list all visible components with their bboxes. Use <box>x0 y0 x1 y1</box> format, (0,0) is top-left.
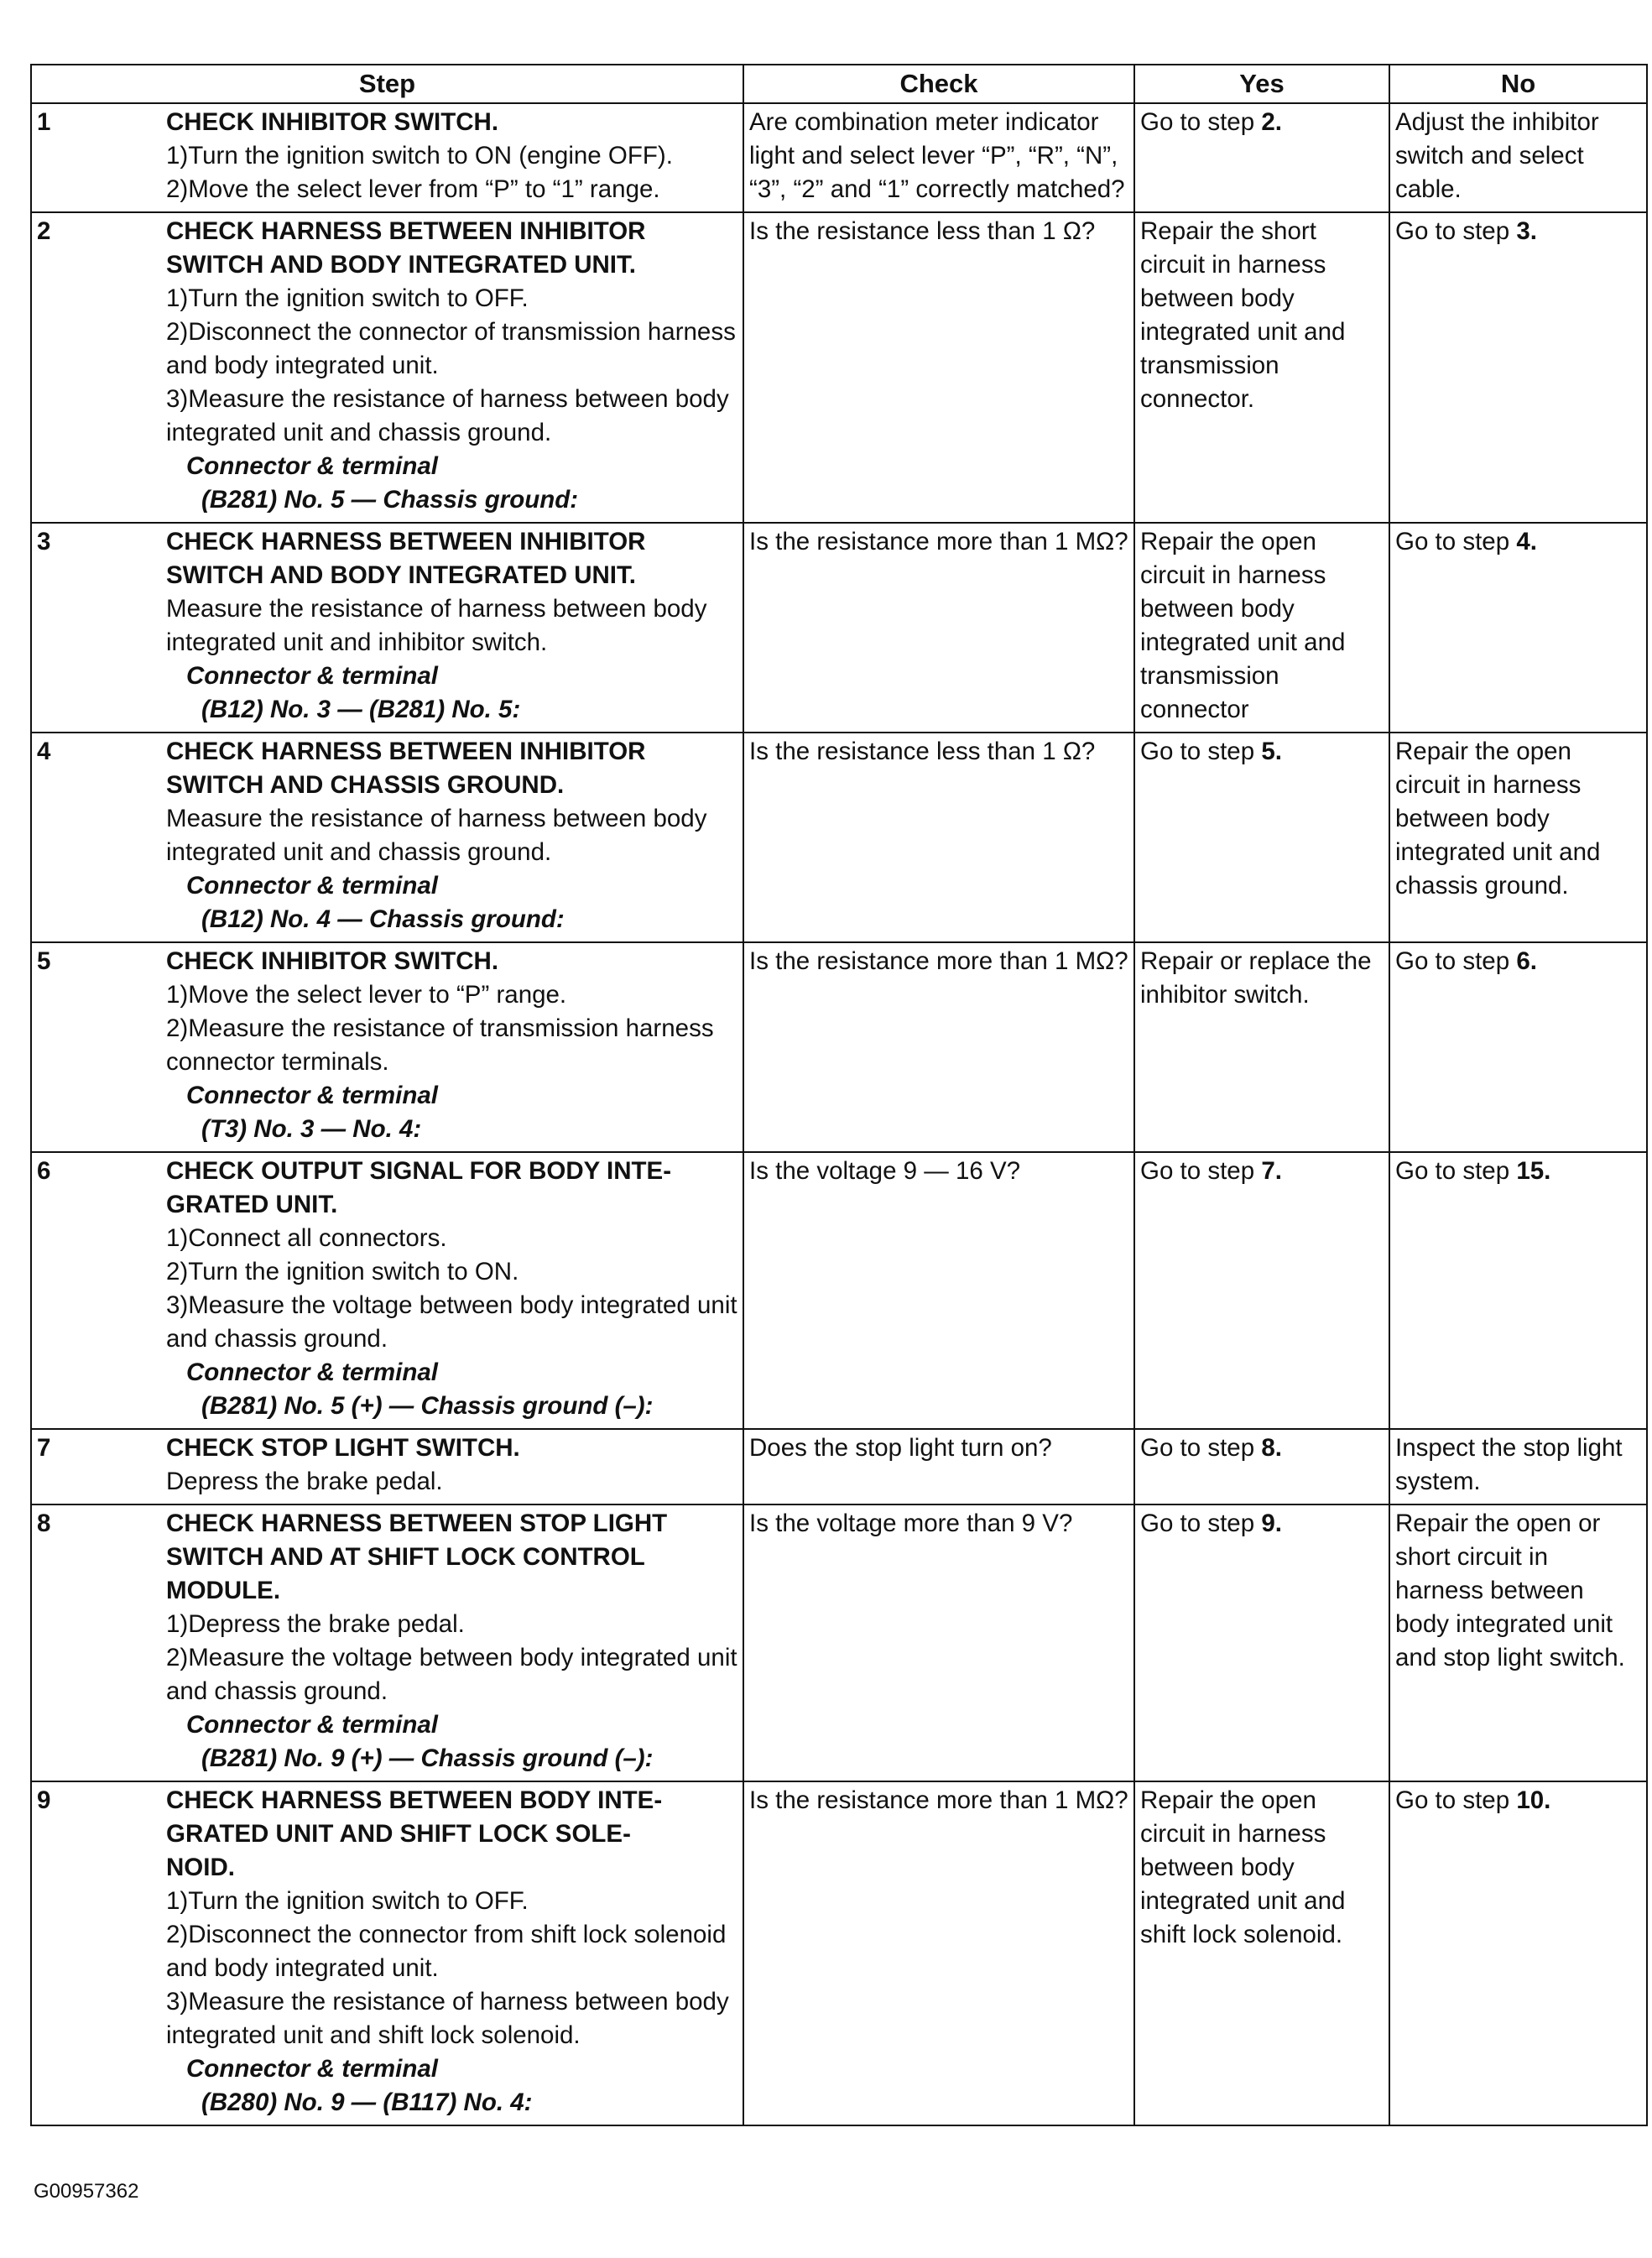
diagnostic-table <box>30 64 1648 2126</box>
no-cell-step-ref: 4. <box>1516 528 1537 555</box>
table-body <box>31 103 1647 2125</box>
connector-label: Connector & terminal <box>186 1711 438 1739</box>
step-title: GRATED UNIT AND SHIFT LOCK SOLE- <box>166 1820 631 1848</box>
no-cell <box>1389 212 1647 523</box>
figure-id: G00957362 <box>34 2180 139 2203</box>
yes-cell <box>1134 212 1389 523</box>
step-cell <box>31 733 743 942</box>
table-row <box>31 523 1647 733</box>
step-instruction: 3)Measure the resistance of harness between body integrated unit and chassis ground. <box>166 385 729 446</box>
yes-cell <box>1134 942 1389 1152</box>
step-number: 9 <box>37 1786 51 1814</box>
table-row <box>31 1152 1647 1429</box>
step-title: SWITCH AND BODY INTEGRATED UNIT. <box>166 561 636 589</box>
step-cell <box>31 1781 743 2125</box>
step-instruction: 2)Turn the ignition switch to ON. <box>166 1258 519 1285</box>
no-cell-text: Adjust the inhibitor switch and select cable. <box>1395 108 1599 203</box>
step-instruction: 1)Depress the brake pedal. <box>166 1610 465 1638</box>
check-cell: Is the resistance more than 1 MΩ? <box>743 523 1134 733</box>
no-cell-step-ref: 3. <box>1516 217 1537 245</box>
step-title: CHECK INHIBITOR SWITCH. <box>166 108 499 136</box>
no-cell <box>1389 1152 1647 1429</box>
check-cell: Are combination meter indicator light and select lever “P”, “R”, “N”, “3”, “2” and “1” correctly matched? <box>743 103 1134 212</box>
connector-spec: (B12) No. 3 — (B281) No. 5: <box>201 696 521 723</box>
step-instruction: 1)Move the select lever to “P” range. <box>166 981 567 1009</box>
step-instruction: 1)Connect all connectors. <box>166 1224 447 1252</box>
no-cell-step-ref: 15. <box>1516 1157 1551 1185</box>
header-no: No <box>1389 65 1647 103</box>
step-instruction: 3)Measure the resistance of harness between body integrated unit and shift lock solenoid. <box>166 1988 729 2049</box>
no-cell <box>1389 1781 1647 2125</box>
connector-spec: (B281) No. 5 (+) — Chassis ground (–): <box>201 1392 654 1420</box>
yes-cell-text: Go to step <box>1140 738 1262 765</box>
no-cell-text: Go to step <box>1395 1157 1517 1185</box>
yes-cell <box>1134 1504 1389 1781</box>
no-cell-text: Repair the open circuit in harness between body integrated unit and chassis ground. <box>1395 738 1601 900</box>
header-step: Step <box>31 65 743 103</box>
step-cell <box>31 212 743 523</box>
yes-cell-step-ref: 9. <box>1261 1510 1282 1537</box>
step-number: 7 <box>37 1434 51 1462</box>
check-cell: Is the voltage more than 9 V? <box>743 1504 1134 1781</box>
yes-cell <box>1134 1781 1389 2125</box>
step-cell <box>31 103 743 212</box>
table-row <box>31 1504 1647 1781</box>
check-cell: Is the resistance more than 1 MΩ? <box>743 942 1134 1152</box>
step-instruction: Measure the resistance of harness between body integrated unit and chassis ground. <box>166 805 707 866</box>
yes-cell <box>1134 1152 1389 1429</box>
step-cell <box>31 942 743 1152</box>
step-title: CHECK OUTPUT SIGNAL FOR BODY INTE- <box>166 1157 672 1185</box>
step-instruction: 2)Disconnect the connector from shift lock solenoid and body integrated unit. <box>166 1921 727 1982</box>
step-title: CHECK STOP LIGHT SWITCH. <box>166 1434 520 1462</box>
step-title: CHECK HARNESS BETWEEN INHIBITOR <box>166 528 646 555</box>
no-cell <box>1389 103 1647 212</box>
step-title: MODULE. <box>166 1577 281 1604</box>
yes-cell <box>1134 733 1389 942</box>
yes-cell-text: Repair the short circuit in harness between body integrated unit and transmission connector. <box>1140 217 1346 413</box>
step-cell <box>31 1504 743 1781</box>
connector-label: Connector & terminal <box>186 452 438 480</box>
step-instruction: Measure the resistance of harness between body integrated unit and inhibitor switch. <box>166 595 707 656</box>
step-instruction: 2)Move the select lever from “P” to “1” range. <box>166 175 660 203</box>
connector-spec: (B12) No. 4 — Chassis ground: <box>201 905 565 933</box>
yes-cell-step-ref: 5. <box>1261 738 1282 765</box>
connector-label: Connector & terminal <box>186 872 438 900</box>
table-row <box>31 103 1647 212</box>
yes-cell <box>1134 1429 1389 1504</box>
no-cell <box>1389 1504 1647 1781</box>
connector-label: Connector & terminal <box>186 2055 438 2083</box>
yes-cell <box>1134 523 1389 733</box>
connector-spec: (T3) No. 3 — No. 4: <box>201 1115 422 1143</box>
step-number: 8 <box>37 1510 51 1537</box>
step-number: 1 <box>37 108 51 136</box>
step-title: GRATED UNIT. <box>166 1191 338 1218</box>
step-title: CHECK INHIBITOR SWITCH. <box>166 947 499 975</box>
table-row <box>31 942 1647 1152</box>
no-cell-step-ref: 10. <box>1516 1786 1551 1814</box>
no-cell-step-ref: 6. <box>1516 947 1537 975</box>
check-cell: Is the resistance less than 1 Ω? <box>743 212 1134 523</box>
no-cell <box>1389 733 1647 942</box>
no-cell <box>1389 523 1647 733</box>
step-number: 6 <box>37 1157 51 1185</box>
step-title: SWITCH AND AT SHIFT LOCK CONTROL <box>166 1543 645 1571</box>
no-cell-text: Go to step <box>1395 1786 1517 1814</box>
connector-label: Connector & terminal <box>186 1358 438 1386</box>
no-cell-text: Go to step <box>1395 217 1517 245</box>
check-cell: Is the voltage 9 — 16 V? <box>743 1152 1134 1429</box>
step-number: 4 <box>37 738 51 765</box>
yes-cell-step-ref: 8. <box>1261 1434 1282 1462</box>
connector-label: Connector & terminal <box>186 662 438 690</box>
connector-label: Connector & terminal <box>186 1082 438 1109</box>
header-row <box>31 65 1647 103</box>
no-cell <box>1389 942 1647 1152</box>
yes-cell-text: Repair the open circuit in harness between body integrated unit and transmission connector <box>1140 528 1346 723</box>
no-cell <box>1389 1429 1647 1504</box>
step-instruction: 1)Turn the ignition switch to ON (engine OFF). <box>166 142 673 169</box>
yes-cell-text: Go to step <box>1140 1157 1262 1185</box>
yes-cell-step-ref: 7. <box>1261 1157 1282 1185</box>
check-cell: Is the resistance more than 1 MΩ? <box>743 1781 1134 2125</box>
step-instruction: 2)Measure the resistance of transmission harness connector terminals. <box>166 1014 714 1076</box>
check-cell: Is the resistance less than 1 Ω? <box>743 733 1134 942</box>
table-row <box>31 212 1647 523</box>
step-instruction: 1)Turn the ignition switch to OFF. <box>166 1887 529 1915</box>
connector-spec: (B281) No. 9 (+) — Chassis ground (–): <box>201 1744 654 1772</box>
step-cell <box>31 1152 743 1429</box>
step-title: SWITCH AND BODY INTEGRATED UNIT. <box>166 251 636 279</box>
step-number: 2 <box>37 217 51 245</box>
step-title: CHECK HARNESS BETWEEN INHIBITOR <box>166 738 646 765</box>
step-title: CHECK HARNESS BETWEEN BODY INTE- <box>166 1786 663 1814</box>
step-instruction: 2)Measure the voltage between body integrated unit and chassis ground. <box>166 1644 737 1705</box>
yes-cell-step-ref: 2. <box>1261 108 1282 136</box>
step-instruction: 2)Disconnect the connector of transmission harness and body integrated unit. <box>166 318 736 379</box>
step-cell <box>31 1429 743 1504</box>
table-row <box>31 733 1647 942</box>
yes-cell-text: Go to step <box>1140 1434 1262 1462</box>
no-cell-text: Go to step <box>1395 528 1517 555</box>
step-title: NOID. <box>166 1854 235 1881</box>
yes-cell-text: Repair or replace the inhibitor switch. <box>1140 947 1372 1009</box>
connector-spec: (B281) No. 5 — Chassis ground: <box>201 486 579 514</box>
step-instruction: Depress the brake pedal. <box>166 1468 443 1495</box>
yes-cell-text: Go to step <box>1140 1510 1262 1537</box>
header-yes: Yes <box>1134 65 1389 103</box>
step-instruction: 1)Turn the ignition switch to OFF. <box>166 284 529 312</box>
step-number: 3 <box>37 528 51 555</box>
yes-cell <box>1134 103 1389 212</box>
step-number: 5 <box>37 947 51 975</box>
no-cell-text: Repair the open or short circuit in harness between body integrated unit and stop light switch. <box>1395 1510 1625 1671</box>
table-row <box>31 1781 1647 2125</box>
no-cell-text: Inspect the stop light system. <box>1395 1434 1623 1495</box>
step-title: CHECK HARNESS BETWEEN STOP LIGHT <box>166 1510 668 1537</box>
header-check: Check <box>743 65 1134 103</box>
step-title: SWITCH AND CHASSIS GROUND. <box>166 771 565 799</box>
step-title: CHECK HARNESS BETWEEN INHIBITOR <box>166 217 646 245</box>
no-cell-text: Go to step <box>1395 947 1517 975</box>
yes-cell-text: Go to step <box>1140 108 1262 136</box>
yes-cell-text: Repair the open circuit in harness between body integrated unit and shift lock solenoid. <box>1140 1786 1346 1948</box>
step-instruction: 3)Measure the voltage between body integrated unit and chassis ground. <box>166 1291 737 1353</box>
connector-spec: (B280) No. 9 — (B117) No. 4: <box>201 2089 533 2116</box>
step-cell <box>31 523 743 733</box>
check-cell: Does the stop light turn on? <box>743 1429 1134 1504</box>
table-row <box>31 1429 1647 1504</box>
